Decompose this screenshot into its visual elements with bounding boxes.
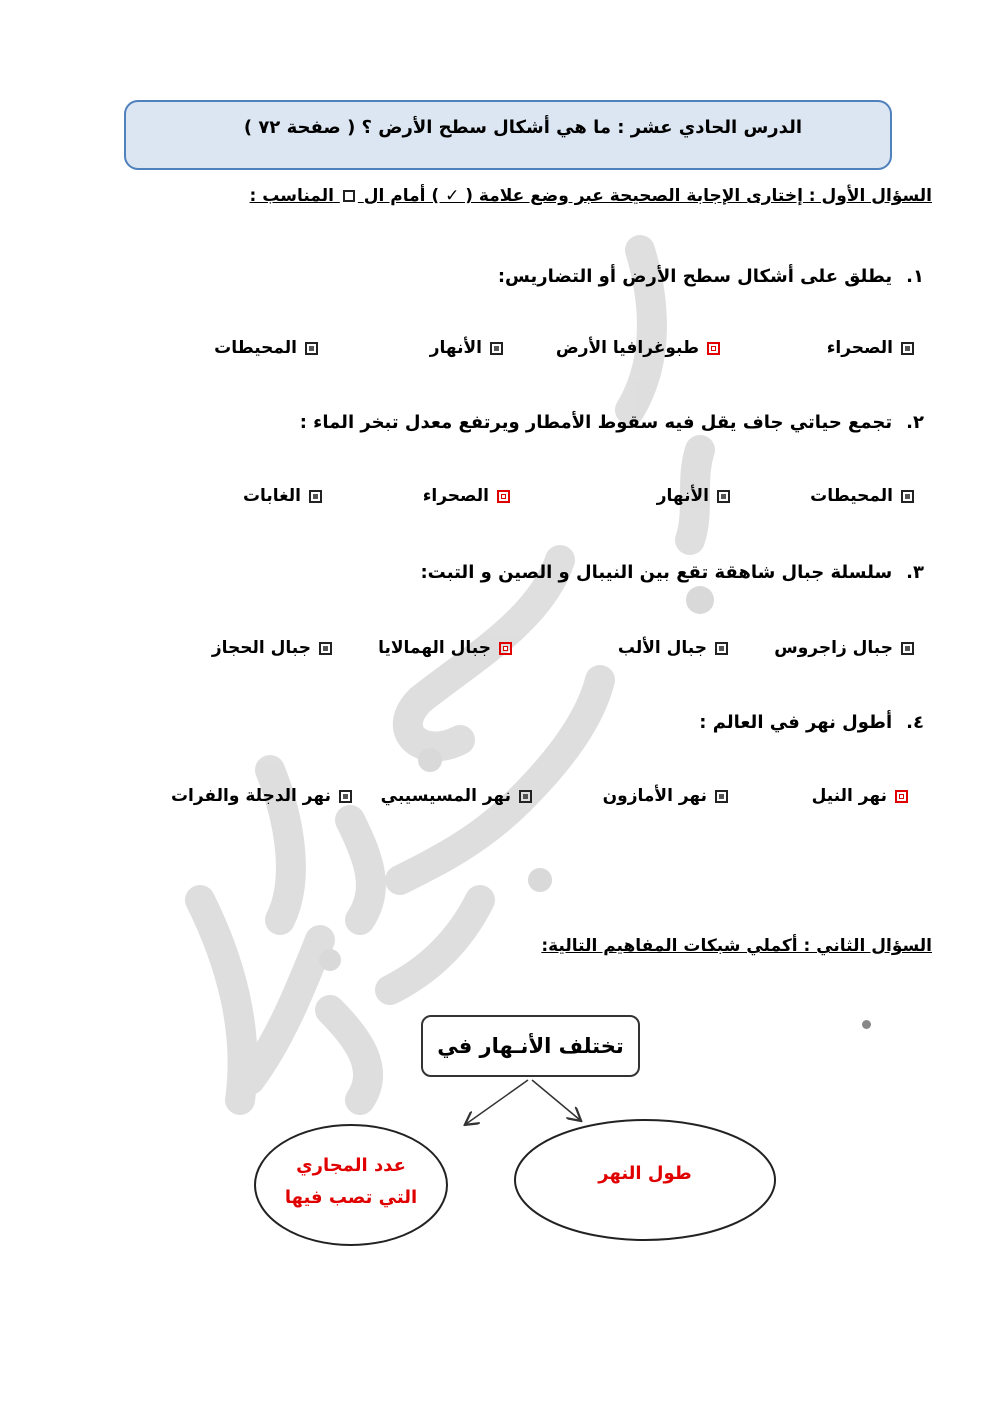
lesson-title: الدرس الحادي عشر : ما هي أشكال سطح الأرض ؟ ( صفحة ٧٢ ) <box>243 117 802 138</box>
option-label: جبال الحجاز <box>211 638 311 658</box>
question-text: سلسلة جبال شاهقة تقع بين النيبال و الصين و التبت: <box>420 562 893 583</box>
option-label: نهر المسيسيبي <box>380 786 511 806</box>
option-label: جبال الألب <box>617 638 707 658</box>
option-label: جبال زاجروس <box>774 638 893 658</box>
arrow-right <box>532 1080 580 1120</box>
section-1-heading-suffix: المناسب : <box>249 186 334 206</box>
concept-answer-left-line2: التي تصب فيها <box>284 1187 418 1208</box>
question-text: تجمع حياتي جاف يقل فيه سقوط الأمطار ويرتفع معدل تبخر الماء : <box>299 412 893 433</box>
concept-answer-left-line1: عدد المجاري <box>296 1155 406 1176</box>
option-label: نهر النيل <box>811 786 887 806</box>
concept-center-text: تختلف الأنـهار في <box>437 1034 624 1058</box>
question-number: ٤. <box>906 712 924 733</box>
option-label: نهر الدجلة والفرات <box>170 786 331 806</box>
question-text: يطلق على أشكال سطح الأرض أو التضاريس: <box>497 266 893 287</box>
concept-answer-right: طول النهر <box>598 1163 692 1184</box>
question-number: ١. <box>906 266 924 287</box>
concept-answer-left <box>255 1150 447 1214</box>
option-label: الأنهار <box>656 486 709 506</box>
option-label: المحيطات <box>810 486 893 506</box>
option-label: طبوغرافيا الأرض <box>555 338 699 358</box>
question-number: ٣. <box>906 562 924 583</box>
question-number: ٢. <box>906 412 924 433</box>
option-label: الأنهار <box>429 338 482 358</box>
option-label: جبال الهمالايا <box>378 638 491 658</box>
option-label: المحيطات <box>214 338 297 358</box>
section-1-heading-text: السؤال الأول : إختارى الإجابة الصحيحة عبر وضع علامة ( ✓ ) أمام ال <box>363 186 932 206</box>
option-label: الصحراء <box>422 486 489 506</box>
option-label: الصحراء <box>826 338 893 358</box>
question-text: أطول نهر في العالم : <box>699 712 893 733</box>
section-2-heading: السؤال الثاني : أكملي شبكات المفاهيم التالية: <box>541 936 932 956</box>
option-label: الغابات <box>242 486 301 506</box>
arrow-left <box>466 1080 528 1124</box>
option-label: نهر الأمازون <box>602 786 707 806</box>
